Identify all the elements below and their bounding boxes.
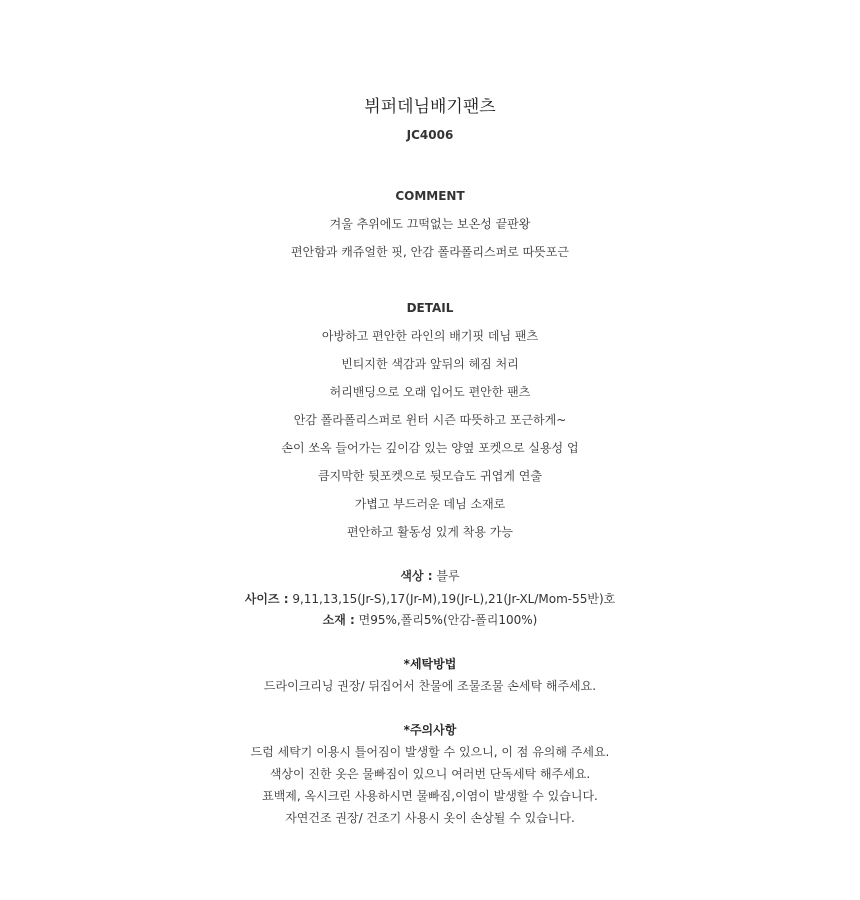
detail-line: 손이 쏘옥 들어가는 깊이감 있는 양옆 포켓으로 실용성 업 [281,441,579,455]
product-code: JC4006 [406,128,454,142]
size-label: 사이즈 : [244,592,289,606]
comment-line: 편안함과 캐쥬얼한 핏, 안감 폴라폴리스퍼로 따뜻포근 [291,245,569,259]
caution-line: 드럼 세탁기 이용시 틀어짐이 발생할 수 있으니, 이 점 유의해 주세요. [250,745,610,759]
detail-line: 안감 폴라폴리스퍼로 윈터 시즌 따뜻하고 포근하게~ [293,413,567,427]
washing-line: 드라이크리닝 권장/ 뒤집어서 찬물에 조물조물 손세탁 해주세요. [263,679,597,693]
color-label: 색상 : [400,569,433,583]
detail-line: 빈티지한 색감과 앞뒤의 헤짐 처리 [341,357,519,371]
material-spec [0,610,860,630]
comment-line: 겨울 추위에도 끄떡없는 보온성 끝판왕 [329,217,531,231]
detail-line: 아방하고 편안한 라인의 배기핏 데님 팬츠 [321,329,539,343]
size-spec [0,589,860,609]
material-value: 면95%,폴리5%(안감-폴리100%) [354,613,538,627]
caution-line: 자연건조 권장/ 건조기 사용시 옷이 손상될 수 있습니다. [285,811,575,825]
size-value: 9,11,13,15(Jr-S),17(Jr-M),19(Jr-L),21(Jr-XL/Mom-55반)호 [288,592,616,606]
comment-heading: COMMENT [395,189,465,203]
material-label: 소재 : [322,613,355,627]
washing-heading: *세탁방법 [403,657,457,671]
detail-heading: DETAIL [406,301,454,315]
detail-line: 가볍고 부드러운 데님 소재로 [354,497,506,511]
detail-line: 큼지막한 뒷포켓으로 뒷모습도 귀엽게 연출 [318,469,542,483]
caution-line: 표백제, 옥시크린 사용하시면 물빠짐,이염이 발생할 수 있습니다. [262,789,598,803]
detail-line: 편안하고 활동성 있게 착용 가능 [347,525,513,539]
caution-line: 색상이 진한 옷은 물빠짐이 있으니 여러번 단독세탁 해주세요. [269,767,591,781]
detail-line: 허리밴딩으로 오래 입어도 편안한 팬츠 [329,385,531,399]
color-value: 블루 [432,569,460,583]
color-spec [0,566,860,586]
caution-heading: *주의사항 [403,723,457,737]
product-name: 뷔퍼데님배기팬츠 [364,97,496,117]
